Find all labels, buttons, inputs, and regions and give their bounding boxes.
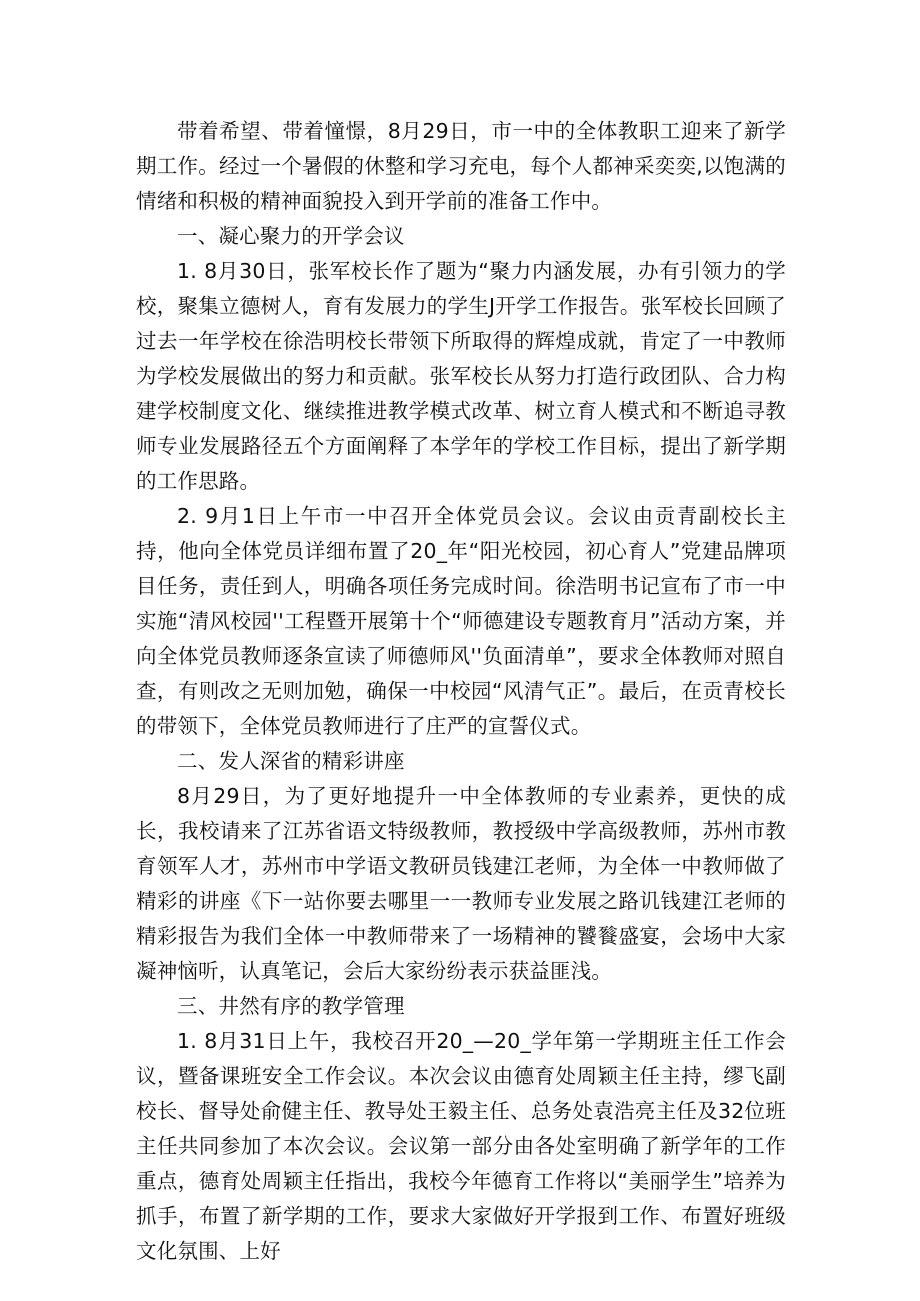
section-1-item-1: 1. 8月30日，张军校长作了题为“聚力内涵发展，办有引领力的学校，聚集立德树人，育有发展力的学生J开学工作报告。张军校长回顾了过去一年学校在徐浩明校长带领下所取得的辉煌成就，肯定了一中教师为学校发展做出的努力和贡献。张军校长从努力打造行政团队、合力构建学校制度文化、继续推进教学模式改革、树立育人模式和不断追寻教师专业发展路径五个方面阐释了本学年的学校工作目标，提出了新学期的工作思路。 [136,259,786,493]
section-2-paragraph: 8月29日，为了更好地提升一中全体教师的专业素养，更快的成长，我校请来了江苏省语文特级教师，教授级中学高级教师，苏州市教育领军人才，苏州市中学语文教研员钱建江老师，为全体一中教师做了精彩的讲座《下一站你要去哪里一一教师专业发展之路讥钱建江老师的精彩报告为我们全体一中教师带来了一场精神的饕餮盛宴，会场中大家凝神恼听，认真笔记，会后大家纷纷表示获益匪浅。 [136,784,786,983]
section-1-item-2: 2. 9月1日上午市一中召开全体党员会议。会议由贡青副校长主持，他向全体党员详细布置了20_年“阳光校园，初心育人”党建品牌项目任务，责任到人，明确各项任务完成时间。徐浩明书记宣布了市一中实施“清风校园''工程暨开展第十个“师德建设专题教育月”活动方案，并向全体党员教师逐条宣读了师德师风''负面清单”，要求全体教师对照自查，有则改之无则加勉，确保一中校园“风清气正”。最后，在贡青校长的带领下，全体党员教师进行了庄严的宣誓仪式。 [136,504,786,738]
section-heading-2: 二、发人深省的精彩讲座 [177,749,405,773]
section-heading-1: 一、凝心聚力的开学会议 [177,224,405,248]
intro-paragraph: 带着希望、带着憧憬，8月29日，市一中的全体教职工迎来了新学期工作。经过一个暑假的休整和学习充电，每个人都神采奕奕,以饱满的情绪和积极的精神面貌投入到开学前的准备工作中。 [136,119,786,213]
section-heading-3: 三、井然有序的教学管理 [177,994,405,1018]
document-body [136,114,786,1269]
section-3-item-1: 1. 8月31日上午，我校召开20_—20_学年第一学期班主任工作会议，暨备课班安全工作会议。本次会议由德育处周颖主任主持，缪飞副校长、督导处俞健主任、教导处王毅主任、总务处袁浩亮主任及32位班主任共同参加了本次会议。会议第一部分由各处室明确了新学年的工作重点，德育处周颖主任指出，我校今年德育工作将以“美丽学生”培养为抓手，布置了新学期的工作，要求大家做好开学报到工作、布置好班级文化氛围、上好 [136,1029,786,1263]
